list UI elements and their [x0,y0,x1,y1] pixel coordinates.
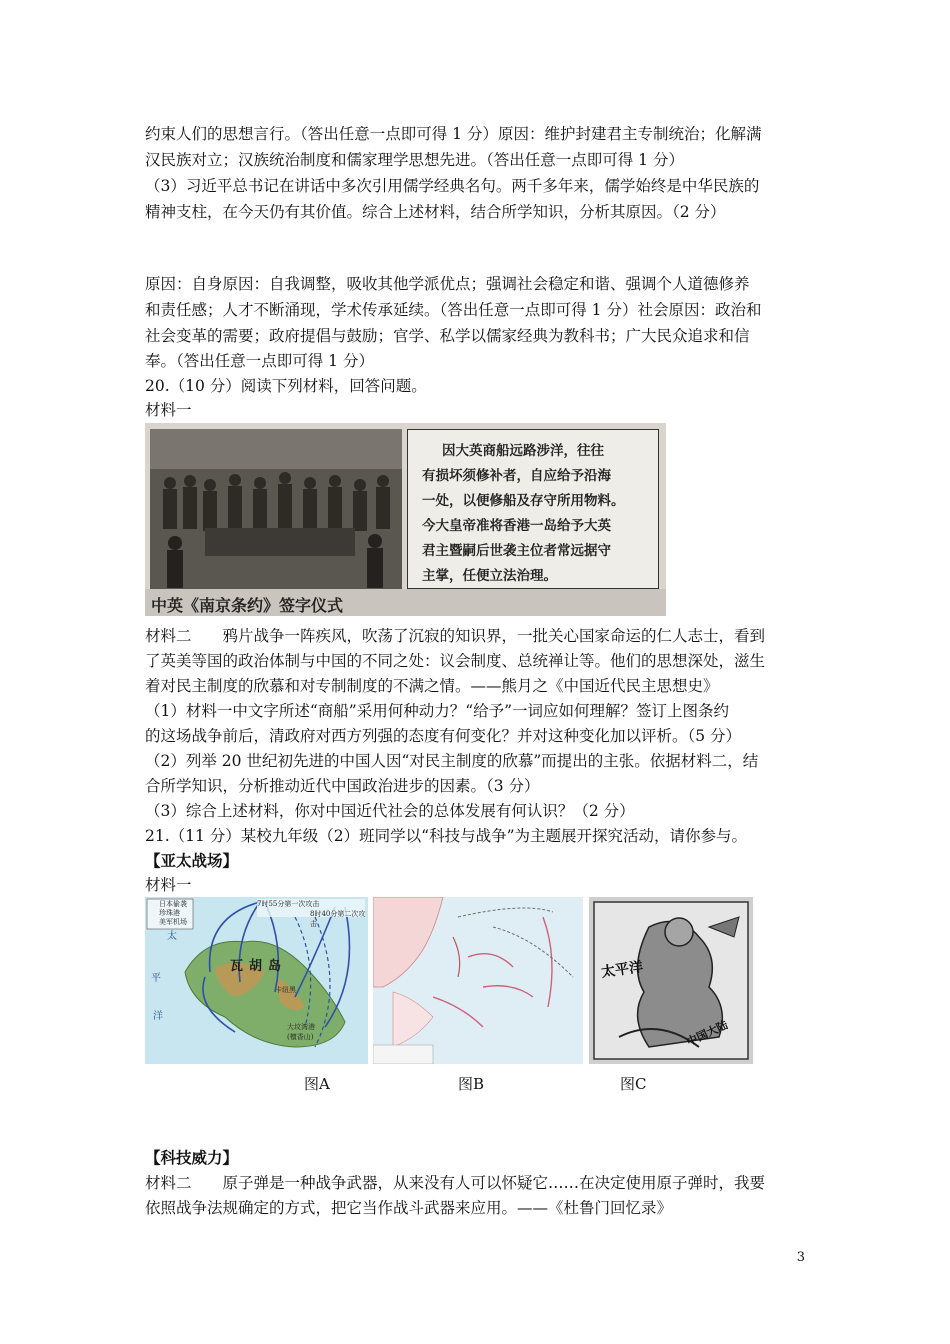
q19-answer-line-3: 社会变革的需要；政府提倡与鼓励；官学、私学以儒家经典为教科书；广大民众追求和信 [145,327,750,345]
q19-line-1: 约束人们的思想言行。（答出任意一点即可得 1 分）原因：维护封建君主专制统治；化解满 [145,125,762,143]
legend-us-airfield: 美军机场 [159,918,187,926]
q19-answer-line-1: 原因：自身原因：自我调整，吸收其他学派优点；强调社会稳定和谐、强调个人道德修养 [145,275,750,293]
q19-question-3-line-1: （3）习近平总书记在讲话中多次引用儒学经典名句。两千多年来，儒学始终是中华民族的 [145,177,760,195]
q20-material-2-line-3: 着对民主制度的欣慕和对专制制度的不满之情。——熊月之《中国近代民主思想史》 [145,677,719,695]
caption-figure-a: 图A [304,1075,330,1093]
figure-c-cartoon [589,897,753,1064]
legend-pearl-harbor: 珍珠港 [159,909,180,917]
q20-material-1-label: 材料一 [145,401,192,419]
q20-question-1-line-2: 的这场战争前后，清政府对西方列强的态度有何变化？并对这种变化加以评析。（5 分） [145,727,742,745]
q21-material-2-line-1: 材料二 原子弹是一种战争武器，从来没有人可以怀疑它……在决定使用原子弹时，我要 [145,1174,766,1192]
pacific-war-map-graphic [373,897,583,1064]
page-number: 3 [796,1250,805,1265]
section-asia-pacific: 【亚太战场】 [145,851,239,870]
q19-answer-line-2: 和责任感；人才不断涌现，学术传承延续。（答出任意一点即可得 1 分）社会原因：政治和 [145,301,762,319]
cartoon-graphic [589,897,753,1064]
cartoon-label-pacific: 太平洋 [600,959,645,981]
q20-title: 20.（10 分）阅读下列材料，回答问题。 [145,377,427,395]
q20-question-3: （3）综合上述材料，你对中国近代社会的总体发展有何认识？（2 分） [145,802,635,820]
q21-material-2-line-2: 依照战争法规确定的方式，把它当作战斗武器来应用。——《杜鲁门回忆录》 [145,1199,673,1217]
q20-material-2-line-1: 材料二 鸦片战争一阵疾风，吹荡了沉寂的知识界，一批关心国家命运的仁人志士，看到 [145,627,766,645]
treaty-line-5: 君主暨嗣后世袭主位者常远据守 [422,543,611,559]
photo-caption: 中英《南京条约》签字仪式 [151,596,344,615]
map-a-place-honolulu: (檀香山) [287,1033,314,1041]
treaty-line-2: 有损坏须修补者，自应给予沿海 [422,468,611,484]
map-a-note-second-attack: 8时40分第二次攻击 [310,910,366,928]
nanjing-treaty-figure [145,423,666,616]
q19-question-3-line-2: 精神支柱，在今天仍有其价值。综合上述材料，结合所学知识，分析其原因。（2 分） [145,203,726,221]
q21-material-1-label: 材料一 [145,876,192,894]
q20-material-2-line-2: 了英美等国的政治体制与中国的不同之处：议会制度、总统禅让等。他们的思想深处，滋生 [145,652,766,670]
map-a-island-label: 瓦胡岛 [230,959,288,974]
treaty-line-3: 一处，以便修船及存守所用物料。 [422,493,625,509]
map-a-place-kaneohe: 卡纽黑 [275,986,296,994]
caption-figure-b: 图B [458,1075,485,1093]
q21-title: 21.（11 分）某校九年级（2）班同学以“科技与战争”为主题展开探究活动，请你参与。 [145,827,748,845]
map-a-sea-2: 平 [151,973,161,984]
figure-a-pearl-harbor-map [145,897,368,1064]
map-a-sea-3: 洋 [153,1011,163,1022]
treaty-line-6: 主掌，任便立法治理。 [422,568,557,584]
legend-japanese-attack: 日本偷袭 [159,900,187,908]
caption-figure-c: 图C [620,1075,647,1093]
map-a-note-first-attack: 7时55分第一次攻击 [257,900,320,908]
cartoon-label-mainland: 中国大陆 [684,1018,730,1049]
treaty-line-1: 因大英商船远路涉洋，往往 [442,443,604,459]
q19-answer-line-4: 奉。（答出任意一点即可得 1 分） [145,352,374,370]
map-a-sea-1: 太 [167,931,177,942]
q20-question-2-line-1: （2）列举 20 世纪初先进的中国人因“对民主制度的欣慕”而提出的主张。依据材料二，结 [145,752,759,770]
section-technology-power: 【科技威力】 [145,1148,239,1167]
treaty-text-box [407,429,659,589]
q20-question-1-line-1: （1）材料一中文字所述“商船”采用何种动力？“给予”一词应如何理解？签订上图条约 [145,702,730,720]
q19-line-2: 汉民族对立；汉族统治制度和儒家理学思想先进。（答出任意一点即可得 1 分） [145,151,684,169]
q20-question-2-line-2: 合所学知识，分析推动近代中国政治进步的因素。（3 分） [145,777,540,795]
figure-b-pacific-war-map [373,897,583,1064]
map-a-legend [159,900,187,927]
map-a-place-harbor: 大坟湾港 [287,1023,315,1031]
treaty-line-4: 今大皇帝准将香港一岛给予大英 [422,518,611,534]
